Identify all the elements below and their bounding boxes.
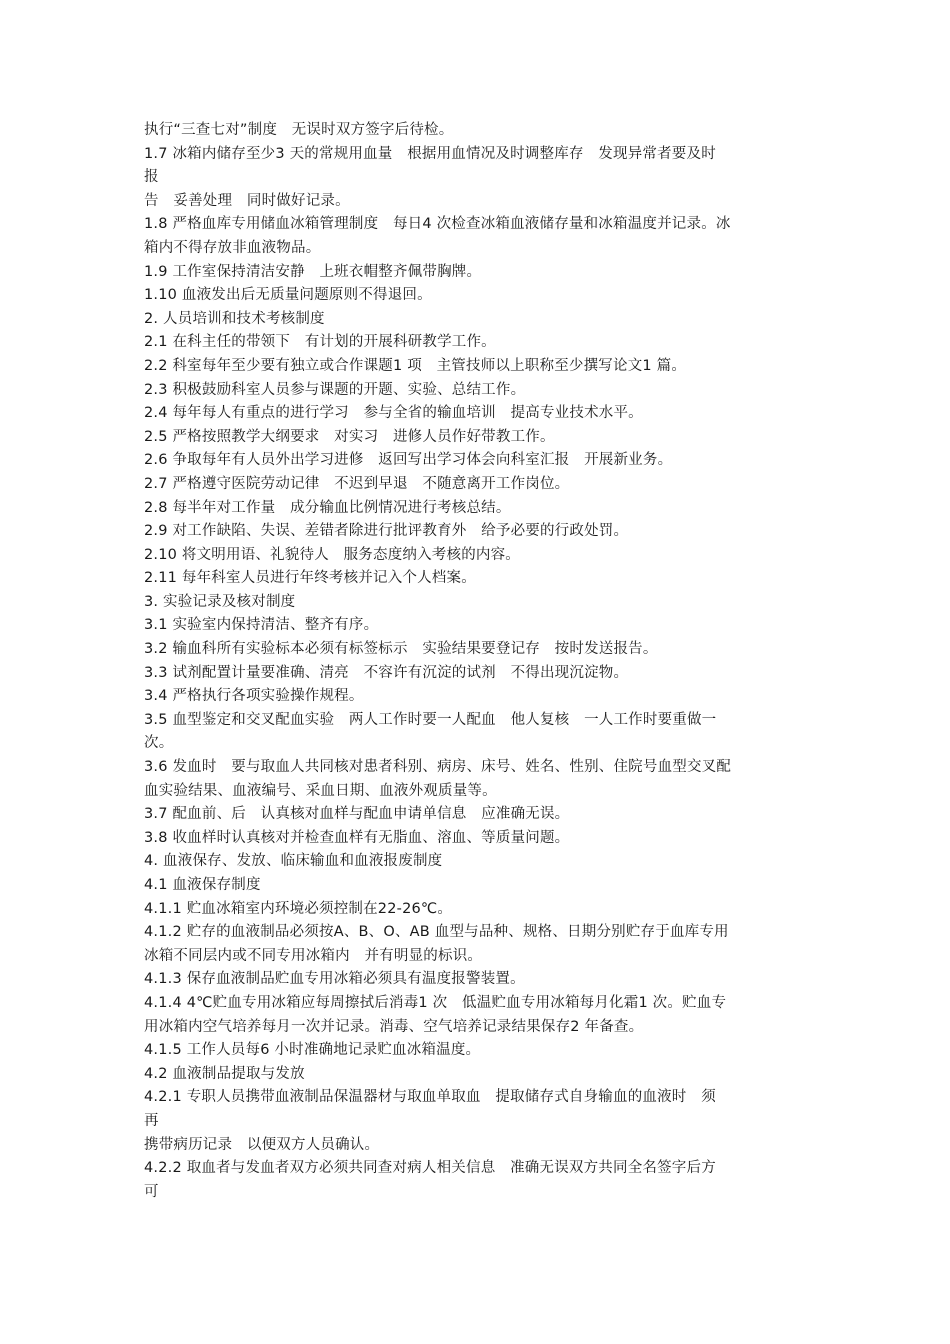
- text-line: 3.7 配血前、后 认真核对血样与配血申请单信息 应准确无误。: [144, 806, 570, 823]
- text-line: 执行“三查七对”制度 无误时双方签字后待检。: [144, 122, 454, 138]
- text-line: 4.1.3 保存血液制品贮血专用冰箱必须具有温度报警装置。: [144, 971, 525, 988]
- text-line: 3.4 严格执行各项实验操作规程。: [144, 688, 364, 705]
- text-line: 2.10 将文明用语、礼貌待人 服务态度纳入考核的内容。: [144, 546, 520, 563]
- text-line: 冰箱不同层内或不同专用冰箱内 并有明显的标识。: [144, 947, 483, 964]
- text-line: 3.2 输血科所有实验标本必须有标签标示 实验结果要登记存 按时发送报告。: [144, 641, 658, 658]
- text-line: 2.11 每年科室人员进行年终考核并记入个人档案。: [144, 570, 476, 587]
- text-line: 3. 实验记录及核对制度: [144, 593, 296, 610]
- text-line: 报: [144, 169, 159, 186]
- text-line: 2.7 严格遵守医院劳动记律 不迟到早退 不随意离开工作岗位。: [144, 475, 570, 492]
- text-line: 3.6 发血时 要与取血人共同核对患者科别、病房、床号、姓名、性别、住院号血型交叉配: [144, 759, 732, 776]
- text-line: 用冰箱内空气培养每月一次并记录。消毒、空气培养记录结果保存2 年备查。: [144, 1018, 644, 1035]
- text-line: 4.1.2 贮存的血液制品必须按A、B、O、AB 血型与品种、规格、日期分别贮存于血库专用: [144, 924, 729, 941]
- text-line: 2.2 科室每年至少要有独立或合作课题1 项 主管技师以上职称至少撰写论文1 篇。: [144, 357, 687, 374]
- text-line: 1.10 血液发出后无质量问题原则不得退回。: [144, 287, 432, 304]
- text-line: 2.3 积极鼓励科室人员参与课题的开题、实验、总结工作。: [144, 381, 526, 398]
- text-line: 2.8 每半年对工作量 成分输血比例情况进行考核总结。: [144, 499, 511, 516]
- text-line: 2.6 争取每年有人员外出学习进修 返回写出学习体会向科室汇报 开展新业务。: [144, 452, 673, 469]
- text-line: 箱内不得存放非血液物品。: [144, 239, 321, 256]
- text-line: 2. 人员培训和技术考核制度: [144, 310, 325, 327]
- text-line: 告 妥善处理 同时做好记录。: [144, 192, 350, 209]
- text-line: 2.5 严格按照教学大纲要求 对实习 进修人员作好带教工作。: [144, 428, 555, 445]
- text-line: 4.2.1 专职人员携带血液制品保温器材与取血单取血 提取储存式自身输血的血液时 须: [144, 1089, 716, 1106]
- text-line: 可: [144, 1183, 159, 1200]
- text-line: 携带病历记录 以便双方人员确认。: [144, 1136, 380, 1153]
- text-line: 2.4 每年每人有重点的进行学习 参与全省的输血培训 提高专业技术水平。: [144, 405, 643, 422]
- text-line: 再: [144, 1112, 159, 1129]
- text-line: 1.7 冰箱内储存至少3 天的常规用血量 根据用血情况及时调整库存 发现异常者要及时: [144, 145, 716, 162]
- text-line: 4. 血液保存、发放、临床输血和血液报废制度: [144, 853, 443, 870]
- text-line: 1.9 工作室保持清洁安静 上班衣帽整齐佩带胸牌。: [144, 263, 482, 280]
- document-body: [144, 119, 808, 1204]
- text-line: 3.1 实验室内保持清洁、整齐有序。: [144, 617, 379, 634]
- text-line: 4.1 血液保存制度: [144, 877, 261, 893]
- text-line: 3.3 试剂配置计量要准确、清亮 不容许有沉淀的试剂 不得出现沉淀物。: [144, 664, 629, 681]
- text-line: 4.1.1 贮血冰箱室内环境必须控制在22-26℃。: [144, 900, 453, 917]
- text-line: 3.8 收血样时认真核对并检查血样有无脂血、溶血、等质量问题。: [144, 829, 570, 846]
- text-line: 3.5 血型鉴定和交叉配血实验 两人工作时要一人配血 他人复核 一人工作时要重做一: [144, 711, 717, 728]
- text-line: 4.2.2 取血者与发血者双方必须共同查对病人相关信息 准确无误双方共同全名签字后方: [144, 1160, 716, 1177]
- text-line: 1.8 严格血库专用储血冰箱管理制度 每日4 次检查冰箱血液储存量和冰箱温度并记录。冰: [144, 216, 731, 233]
- text-line: 2.9 对工作缺陷、失误、差错者除进行批评教育外 给予必要的行政处罚。: [144, 523, 629, 540]
- text-line: 血实验结果、血液编号、采血日期、血液外观质量等。: [144, 782, 497, 799]
- text-line: 次。: [144, 735, 174, 752]
- text-line: 2.1 在科主任的带领下 有计划的开展科研教学工作。: [144, 334, 496, 351]
- text-line: 4.1.5 工作人员每6 小时准确地记录贮血冰箱温度。: [144, 1042, 481, 1059]
- text-line: 4.2 血液制品提取与发放: [144, 1065, 305, 1082]
- text-line: 4.1.4 4℃贮血专用冰箱应每周擦拭后消毒1 次 低温贮血专用冰箱每月化霜1 次。贮血专: [144, 994, 727, 1011]
